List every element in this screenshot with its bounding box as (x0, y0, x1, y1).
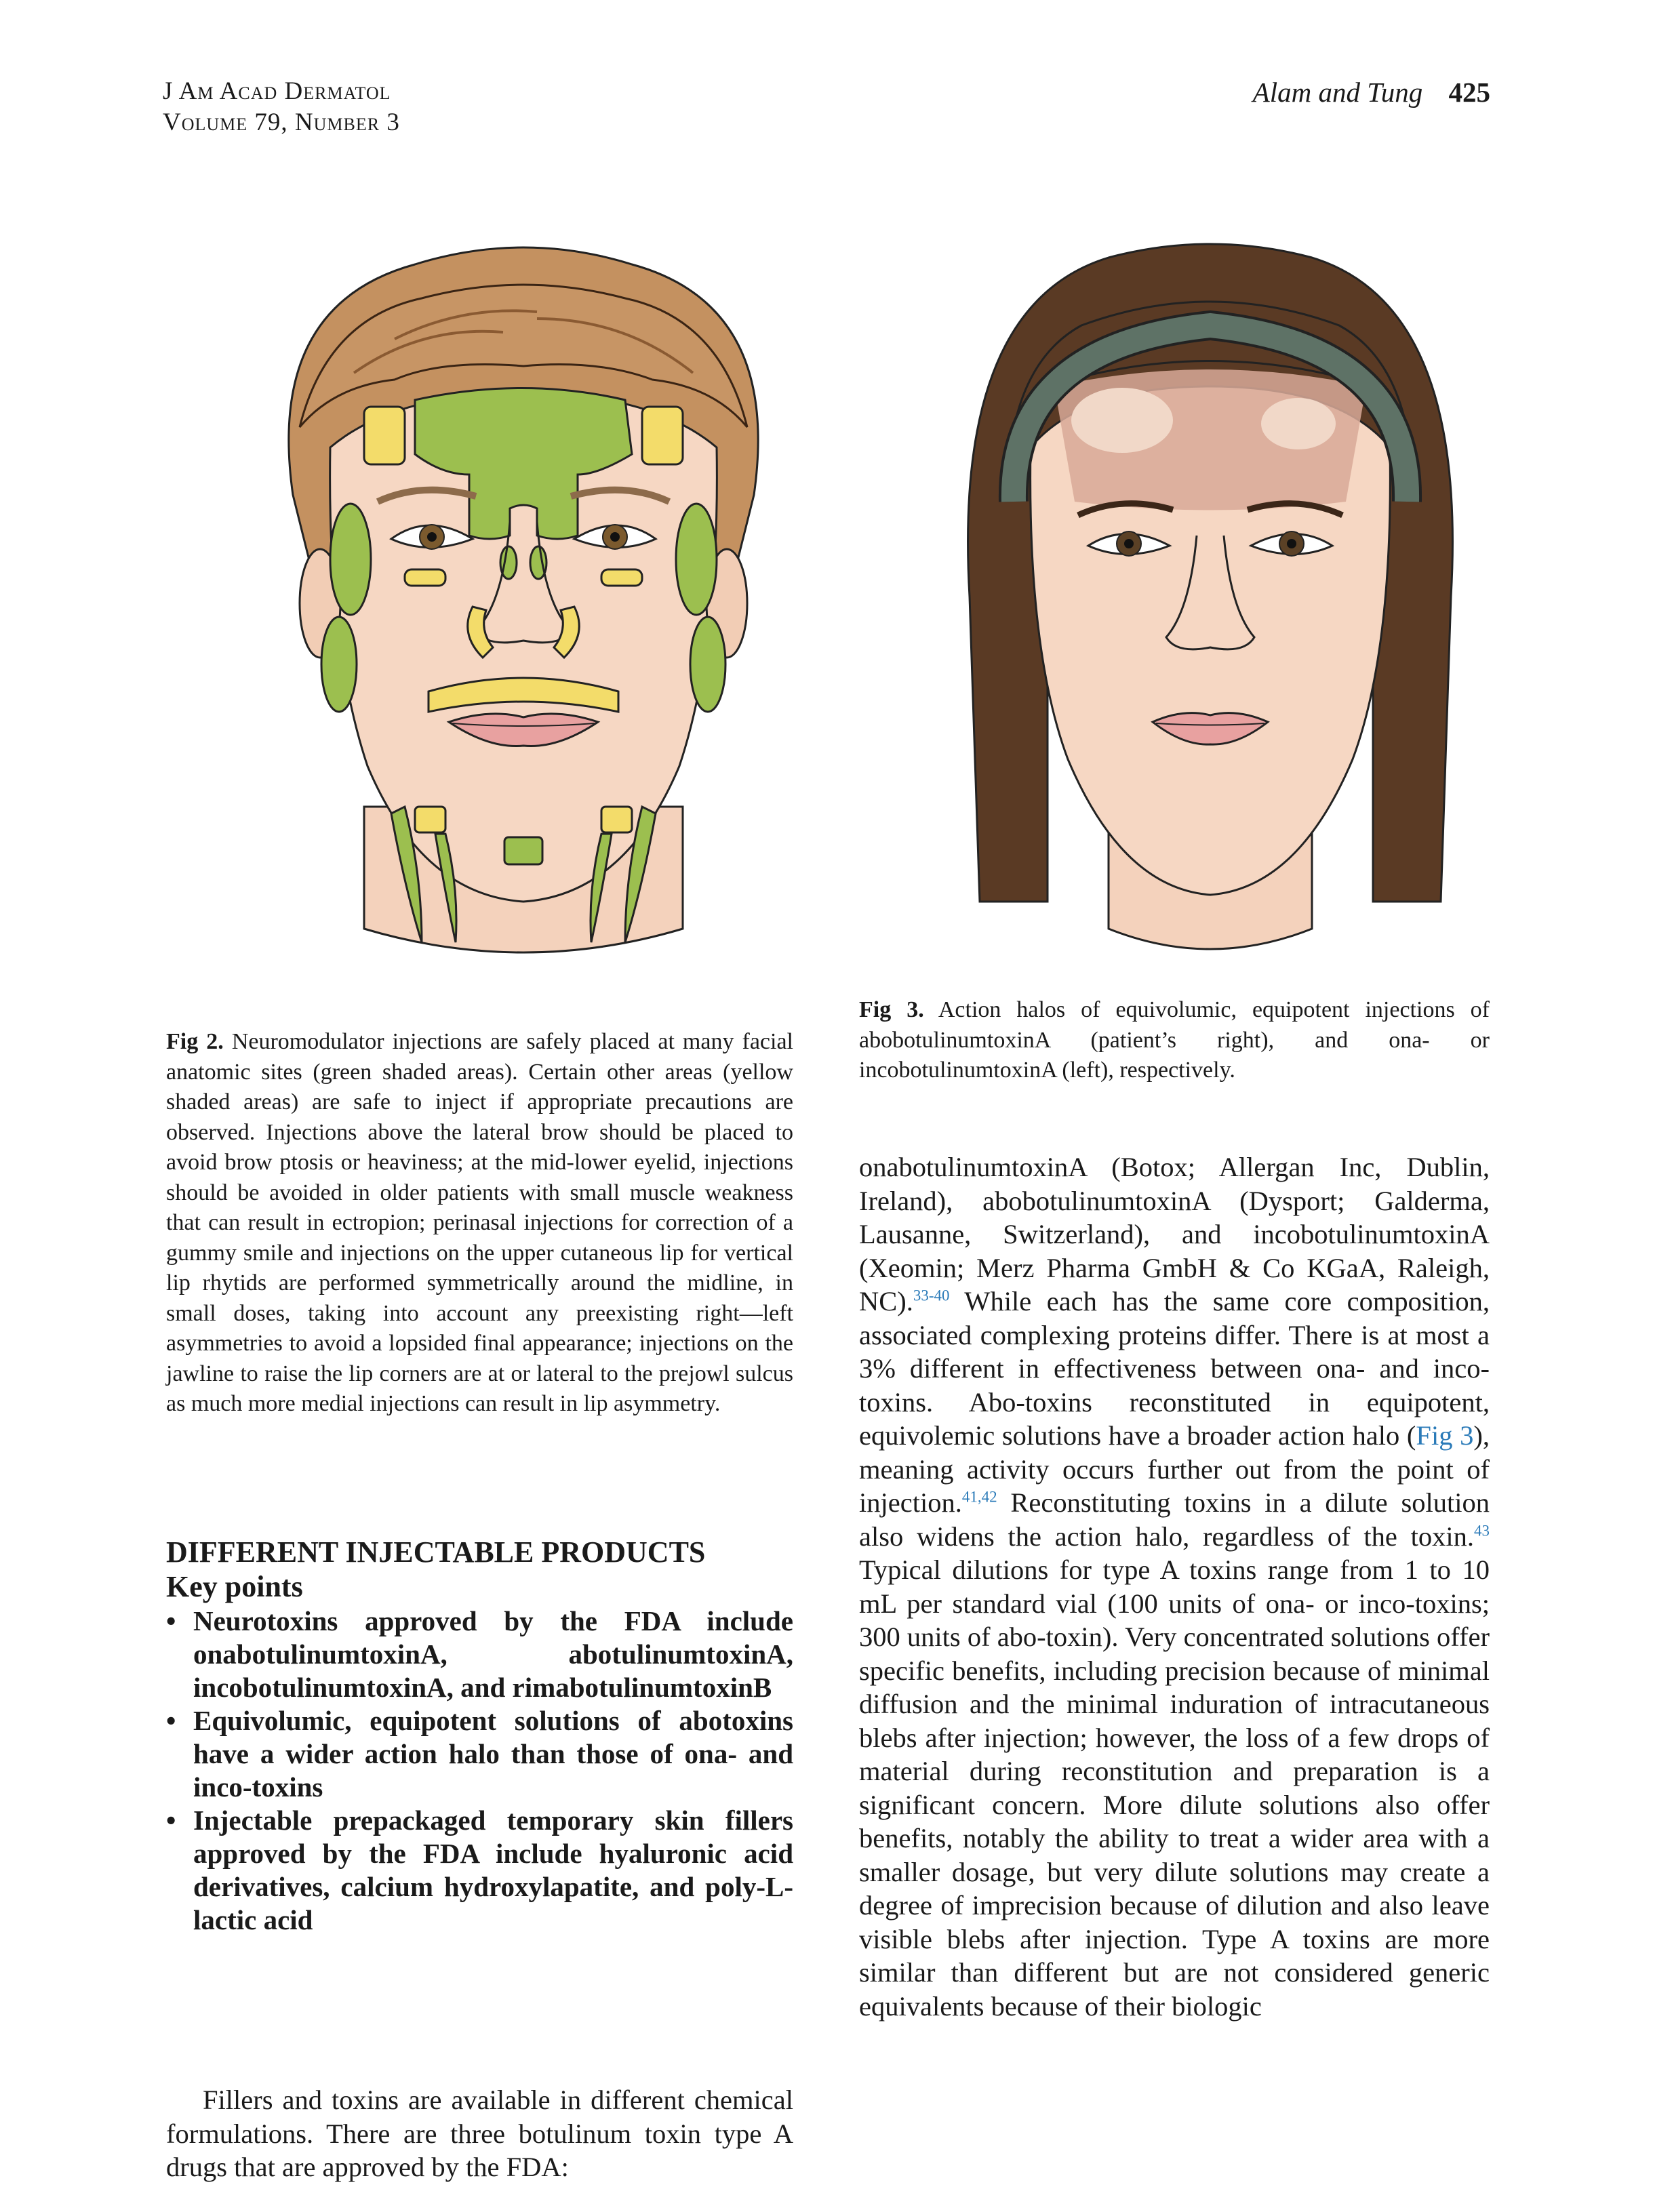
action-halo-forehead (1054, 369, 1366, 510)
key-point: • Injectable prepackaged temporary skin fillers approved by the FDA include hyaluronic acid derivatives, calcium hydroxylapatite, and poly-L-lactic acid (166, 1805, 793, 1935)
page-header-right (1253, 76, 1490, 108)
section-subheading: Key points (166, 1570, 303, 1603)
figure-2-caption-text: Neuromodulator injections are safely placed at many facial anatomic sites (green shaded areas). Certain other areas (yellow shaded areas) are safe to inject if appropriate precautions are observed. Injections above the lateral brow should be placed to avoid brow ptosis or heaviness; at the mid-lower eyelid, injections should be avoided in older patients with small muscle weakness that can result in ectropion; perinasal injections for correction of a gummy smile and injections on the upper cutaneous lip for vertical lip rhytids are performed symmetrically around the midline, in small doses, taking into account any preexisting right—left asymmetries to avoid a lopsided final appearance; injections on the jawline to raise the lip corners are at or lateral to the prejowl sulcus as much more medial injections can result in lip asymmetry. (166, 1029, 793, 1416)
figure-3-label: Fig 3. (859, 997, 924, 1022)
journal-name: J Am Acad Dermatol (163, 77, 391, 105)
journal-volume: Volume 79, Number 3 (163, 108, 400, 136)
figure-3-action-halos (905, 217, 1515, 1007)
figure-3-caption (859, 995, 1490, 1086)
body-paragraph-right: onabotulinumtoxinA (Botox; Allergan Inc, Dublin, Ireland), abobotulinumtoxinA (Dysport; Galderma, Lausanne, Switzerland), and incobotulinumtoxinA (Xeomin; Merz Pharma GmbH & Co KGaA, Raleigh, NC).$^{33-40}$ While each has the same core composition, associated complexing proteins differ. There is at most a 3% different in effectiveness between ona- and inco- toxins. Abo-toxins reconstituted in equipotent, equivolemic solutions have a broader action halo (Fig 3), meaning activity occurs further out from the point of injection.$^{41,42}$ Reconstituting toxins in a dilute solution also widens the action halo, regardless of the toxin.$^{43}$ Typical dilutions for type A toxins range from 1 to 10 mL per standard vial (100 units of ona- or inco-toxins; 300 units of abo-toxin). Very concentrated solutions offer specific benefits, including precision because of minimal diffusion and the minimal induration of intracutaneous blebs after injection; however, the loss of a few drops of material during reconstitution and preparation is a significant concern. More dilute solutions also offer benefits, notably the ability to treat a wider area with a smaller dosage, but very dilute solutions may create a degree of imprecision because of dilution and also leave visible blebs after injection. Type A toxins are more similar than different but are not considered generic equivalents because of their biologic (859, 1152, 1490, 2022)
key-points-section (166, 1535, 793, 1937)
journal-header (163, 76, 400, 138)
key-points-list (166, 1605, 793, 1937)
key-point: • Neurotoxins approved by the FDA include onabotulinumtoxinA, abotulinumtoxinA, incobotulinumtoxinA, and rimabotulinumtoxinB (166, 1605, 793, 1703)
citation-43[interactable]: 43 (1474, 1522, 1490, 1539)
section-heading: DIFFERENT INJECTABLE PRODUCTS (166, 1535, 706, 1569)
bullet: • (166, 1605, 176, 1636)
citation-33-40[interactable]: 33-40 (913, 1287, 950, 1304)
bullet: • (166, 1705, 176, 1736)
green-chin-zone (504, 837, 542, 864)
figure-2-label: Fig 2. (166, 1029, 224, 1054)
citation-41-42[interactable]: 41,42 (961, 1488, 997, 1506)
page-number: 425 (1448, 77, 1490, 108)
body-paragraph-left: Fillers and toxins are available in different chemical formulations. There are three botulinum toxin type A drugs that are approved by the FDA: (166, 2085, 793, 2182)
bullet: • (166, 1805, 176, 1836)
key-point: • Equivolumic, equipotent solutions of abotoxins have a wider action halo than those of ona- and inco-toxins (166, 1705, 793, 1803)
running-authors: Alam and Tung (1252, 77, 1423, 108)
figure-2-face-injection-zones (218, 224, 829, 1013)
figure-2-caption (166, 1027, 793, 1420)
figure-3-caption-text: Action halos of equivolumic, equipotent injections of abobotulinumtoxinA (patient’s right), and ona- or incobotulinumtoxinA (left), respectively. (859, 997, 1490, 1083)
fig-3-link[interactable]: Fig 3 (1416, 1420, 1474, 1451)
